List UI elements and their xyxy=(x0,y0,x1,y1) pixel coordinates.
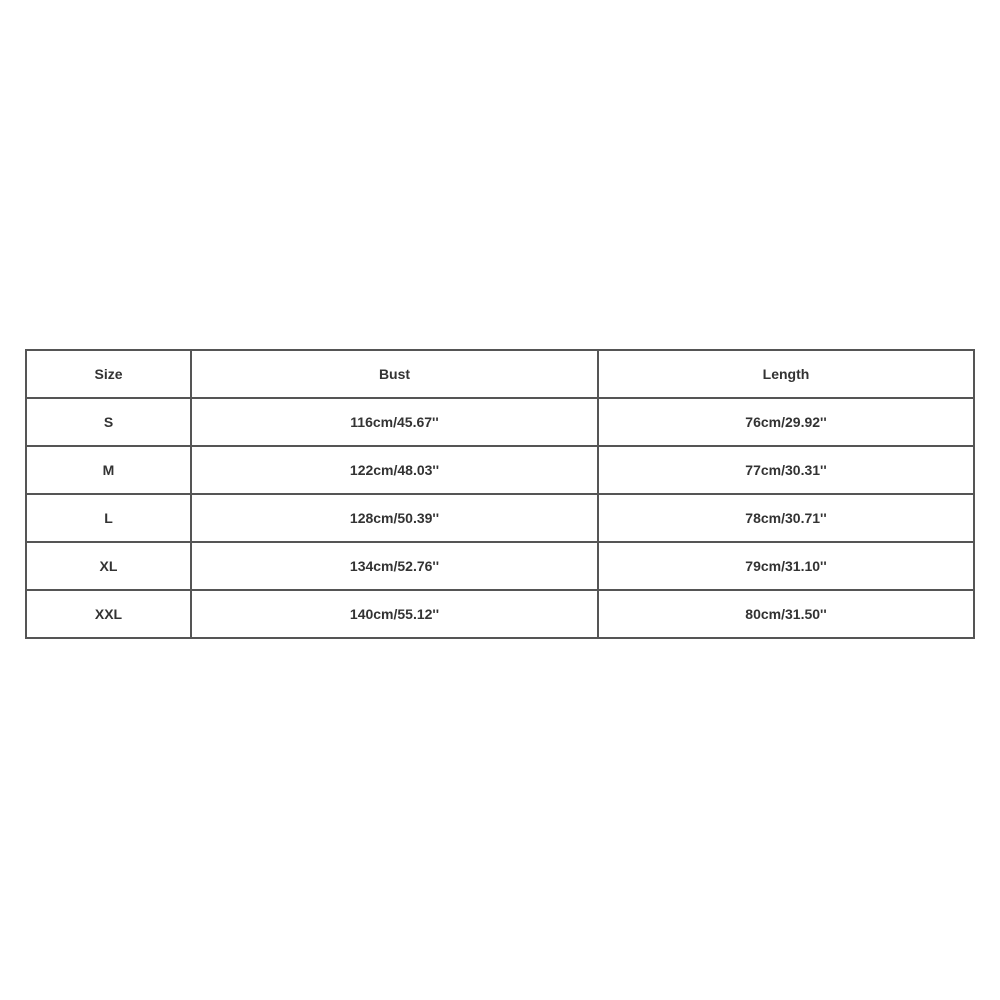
header-size: Size xyxy=(26,350,191,398)
cell-size: L xyxy=(26,494,191,542)
cell-bust: 134cm/52.76'' xyxy=(191,542,598,590)
cell-size: XXL xyxy=(26,590,191,638)
cell-size: XL xyxy=(26,542,191,590)
table-header-row xyxy=(26,350,974,398)
size-chart-table xyxy=(25,349,975,639)
cell-size: M xyxy=(26,446,191,494)
cell-bust: 116cm/45.67'' xyxy=(191,398,598,446)
cell-length: 80cm/31.50'' xyxy=(598,590,974,638)
cell-length: 76cm/29.92'' xyxy=(598,398,974,446)
header-length: Length xyxy=(598,350,974,398)
table-row xyxy=(26,398,974,446)
table-row xyxy=(26,590,974,638)
cell-bust: 140cm/55.12'' xyxy=(191,590,598,638)
table-row xyxy=(26,494,974,542)
header-bust: Bust xyxy=(191,350,598,398)
cell-length: 77cm/30.31'' xyxy=(598,446,974,494)
cell-bust: 128cm/50.39'' xyxy=(191,494,598,542)
table-row xyxy=(26,446,974,494)
cell-bust: 122cm/48.03'' xyxy=(191,446,598,494)
cell-size: S xyxy=(26,398,191,446)
cell-length: 79cm/31.10'' xyxy=(598,542,974,590)
cell-length: 78cm/30.71'' xyxy=(598,494,974,542)
table-row xyxy=(26,542,974,590)
